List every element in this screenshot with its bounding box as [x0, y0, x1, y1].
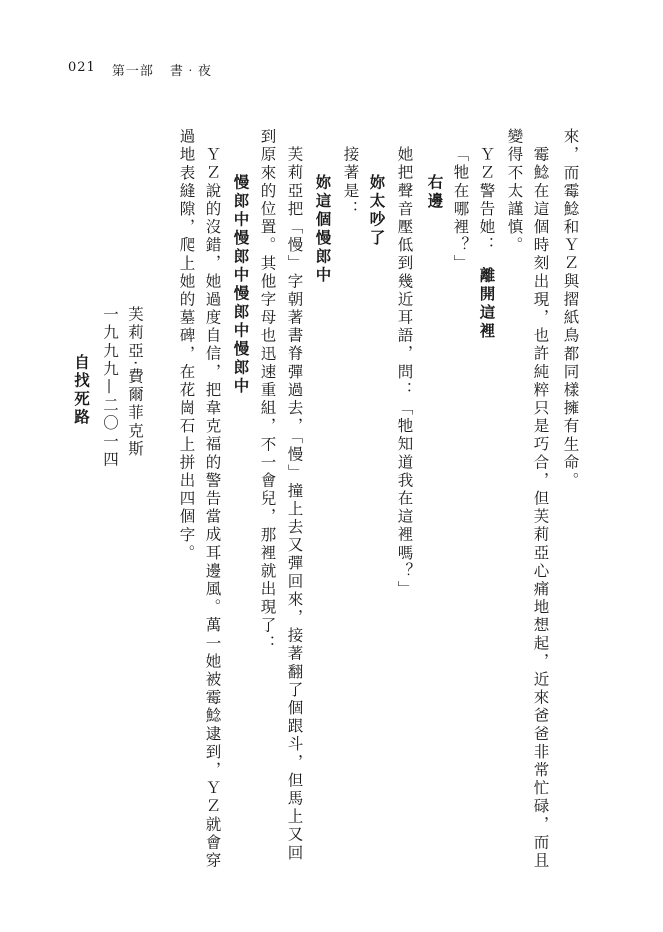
paragraph-line: ＹＺ說的沒錯，她過度自信，把韋克福的警告當成耳邊風。萬一她被霉鯰逮到，ＹＺ就會穿: [203, 146, 222, 870]
paragraph-line: 她把聲音壓低到幾近耳語，問：「牠知道我在這裡嗎？」: [395, 146, 414, 599]
handwritten-message: 慢郎中慢郎中慢郎中慢郎中: [231, 174, 250, 396]
tombstone-epitaph: 自找死路: [72, 354, 90, 427]
paragraph-line: 過地表縫隙，爬上她的墓碑，在花崗石上拼出四個字。: [177, 128, 196, 563]
page-number: 021: [68, 60, 96, 75]
paragraph-line: 接著是：: [341, 146, 360, 219]
part-title: 第一部: [111, 64, 154, 79]
paragraph-line: 霉鯰在這個時刻出現，也許純粹只是巧合，但芙莉亞心痛地想起，近來爸爸非常忙碌，而且: [531, 146, 550, 870]
tombstone-name: 芙莉亞‧費爾菲克斯: [126, 306, 144, 459]
paragraph-line: 到原來的位置。其他字母也迅速重組，不一會兒，那裡就出現了：: [258, 128, 277, 653]
dialogue-line: 「牠在哪裡？」: [451, 146, 470, 273]
paragraph-line: ＹＺ警告她：: [477, 146, 496, 255]
handwritten-message: 右邊: [425, 174, 444, 211]
handwritten-message: 妳這個慢郎中: [313, 174, 332, 285]
paragraph-line: 芙莉亞把「慢」字朝著書脊彈過去，「慢」撞上去又彈回來，接著翻了個跟斗，但馬上又回: [285, 146, 304, 863]
page-header: [68, 60, 212, 79]
tombstone-dates: 一九九九—二〇一四: [101, 306, 119, 469]
paragraph-line: 變得不太謹慎。: [505, 128, 524, 255]
handwritten-message: 妳太吵了: [367, 174, 386, 248]
handwritten-message: 離開這裡: [477, 267, 496, 341]
section-title: 書‧夜: [169, 64, 212, 79]
paragraph-line: 來，而霉鯰和ＹＺ與摺紙鳥都同樣擁有生命。: [561, 128, 580, 490]
